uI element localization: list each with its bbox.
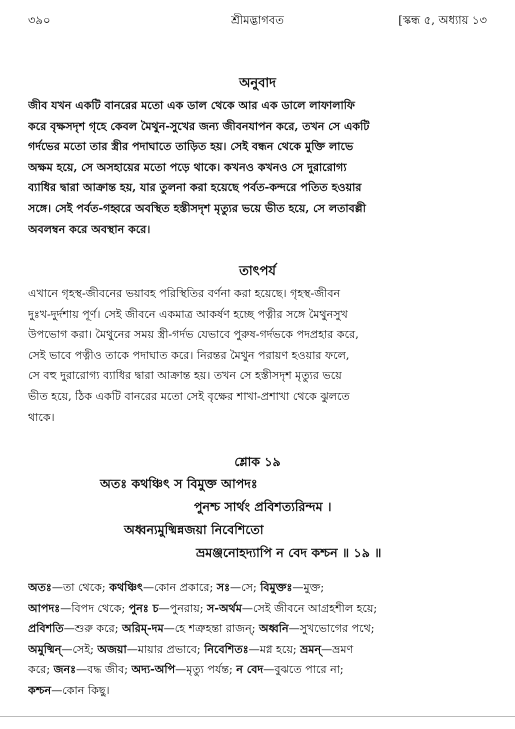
synonym-meaning: —বিপদ থেকে; [60, 601, 129, 615]
synonym-meaning: —বুঝতে পারে না; [263, 663, 344, 677]
synonym-word: স-অর্থম [207, 601, 242, 615]
synonym-word: নিবেশিতঃ [204, 642, 249, 656]
synonym-line [28, 578, 489, 599]
synonym-word: অজয়া [97, 642, 127, 656]
synonym-word: পুনঃ চ [128, 601, 159, 615]
purport-line: দুঃখ-দুর্দশায় পূর্ণ। সেই জীবনে একমাত্র আকর্ষণ হচ্ছে পত্নীর সঙ্গে মৈথুনসুখ [28, 307, 348, 321]
synonym-line [28, 599, 489, 620]
synonym-word: অধ্বনি [258, 622, 289, 636]
synonym-word: সঃ [216, 581, 231, 594]
synonym-word: আপদঃ [28, 601, 61, 615]
synonym-meaning: করে; [28, 663, 54, 677]
purport-line: উপভোগ করা। মৈথুনের সময় স্ত্রী-গর্দভ যেভাবে পুরুষ-গর্দভকে পদপ্রহার করে, [28, 328, 359, 342]
translation-line: ব্যাধির দ্বারা আক্রান্ত হয়, যার তুলনা করা হয়েছে পর্বত-কন্দরে পতিত হওয়ার [28, 181, 362, 195]
purport-line: সেই ভাবে পত্নীও তাকে পদাঘাত করে। নিরন্তর মৈথুন পরায়ণ হওয়ার ফলে, [28, 348, 350, 362]
translation-line: সঙ্গে। সেই পর্বত-গহ্বরে অবস্থিত হস্তীসদৃশ মৃত্যুর ভয়ে ভীত হয়ে, সে লতাবল্লী [28, 201, 366, 215]
synonym-meaning: —সুখভোগের পথে; [288, 622, 375, 636]
synonym-meaning: —সেই; [61, 642, 98, 656]
synonym-meaning: —কোন কিছু। [51, 683, 110, 697]
synonym-meaning: —শুরু করে; [63, 622, 122, 636]
verse-label: শ্লোক ১৯ [234, 454, 281, 469]
translation-line: গর্দভের মতো তার স্ত্রীর পদাঘাতে তাড়িত হয়। সেই বন্ধন থেকে মুক্তি লাভে [28, 140, 354, 154]
verse-line: ভ্রমঞ্জনোহদ্যাপি ন বেদ কশ্চন ॥ ১৯ ॥ [196, 545, 382, 560]
synonym-line [28, 660, 489, 681]
synonym-word: কশ্চন [28, 683, 52, 697]
synonym-line [28, 619, 489, 640]
purport-line: থাকে। [28, 410, 55, 424]
verse-line: অতঃ কথঞ্চিৎ স বিমুক্ত আপদঃ [100, 476, 258, 491]
synonym-word: ভ্রমন্ [300, 642, 322, 656]
synonym-meaning: —তা থেকে; [51, 581, 110, 594]
purport-line: ভীত হয়ে, ঠিক একটি বানরের মতো সেই বৃক্ষের শাখা-প্রশাখা থেকে ঝুলতে [28, 389, 350, 403]
page-bottom-rule [0, 716, 515, 717]
page-number: ৩৯০ [28, 13, 51, 27]
synonym-line [28, 681, 489, 702]
running-header [28, 12, 487, 30]
synonym-meaning: —সেই জীবনে আগ্রহশীল হয়ে; [241, 601, 378, 615]
synonym-meaning: —হে শত্রুহন্তা রাজন্; [163, 622, 259, 636]
book-title: শ্রীমদ্ভাগবত [231, 13, 284, 27]
purport-heading: তাৎপর্য [239, 264, 276, 279]
translation-heading: অনুবাদ [239, 76, 276, 91]
synonym-meaning: —মগ্ন হয়ে; [248, 642, 301, 656]
synonym-meaning: —পুনরায়; [158, 601, 208, 615]
synonym-word: অদ্য-অপি [131, 663, 176, 677]
synonym-word: ন বেদ [236, 663, 264, 677]
synonym-word: কথঞ্চিৎ [109, 581, 143, 594]
purport-line: সে বহু দুরারোগ্য ব্যাধির দ্বারা আক্রান্ত হয়। তখন সে হস্তীসদৃশ মৃত্যুর ভয়ে [28, 369, 342, 383]
translation-line: অবলম্বন করে অবস্থান করে। [28, 222, 151, 236]
synonym-word: অরিম্-দম [121, 622, 164, 636]
synonym-meaning: —সে; [230, 581, 261, 594]
synonym-word: বিমুক্তঃ [260, 581, 293, 594]
verse-line: পুনশ্চ সার্থং প্রবিশত্যরিন্দম । [194, 499, 332, 514]
translation-text [28, 96, 489, 240]
verse-line: অধ্বন্যমুষ্মিন্নজয়া নিবেশিতো [124, 522, 264, 537]
translation-line: অক্ষম হয়ে, সে অসহায়ের মতো পড়ে থাকে। কখনও কখনও সে দুরারোগ্য [28, 160, 347, 174]
synonym-meaning: —ভ্রমণ [321, 642, 354, 656]
translation-line: করে বৃক্ষসদৃশ গৃহে কেবল মৈথুন-সুখের জন্য জীবনযাপন করে, তখন সে একটি [28, 119, 370, 133]
chapter-reference: [স্কন্ধ ৫, অধ্যায় ১৩ [398, 13, 487, 27]
synonym-meaning: —বদ্ধ জীব; [76, 663, 132, 677]
synonym-word: অতঃ [28, 581, 52, 594]
purport-line: এখানে গৃহস্থ-জীবনের ভয়াবহ পরিস্থিতির বর্ণনা করা হয়েছে। গৃহস্থ-জীবন [28, 287, 341, 300]
synonym-meaning: —মুক্ত; [292, 581, 325, 594]
translation-line: জীব যখন একটি বানরের মতো এক ডাল থেকে আর এক ডালে লাফালাফি [28, 99, 355, 112]
synonym-line [28, 640, 489, 661]
purport-text [28, 284, 489, 428]
synonym-word: প্রবিশতি [28, 622, 64, 636]
synonym-meaning: —মায়ার প্রভাবে; [126, 642, 205, 656]
synonyms-block [28, 578, 489, 702]
synonym-meaning: —মৃত্যু পর্যন্ত; [175, 663, 237, 677]
synonym-word: অমুষ্মিন্ [28, 642, 62, 656]
synonym-word: জনঃ [53, 663, 77, 677]
synonym-meaning: —কোন প্রকারে; [142, 581, 217, 594]
